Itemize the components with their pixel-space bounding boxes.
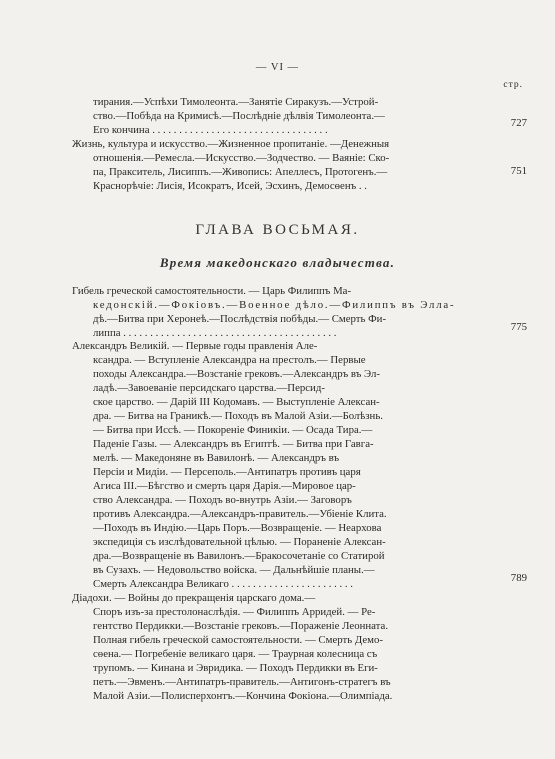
page-column-label: стр.: [503, 80, 523, 90]
toc-line: Гибель греческой самостоятельности. — Царь Филиппъ Ма-: [72, 285, 352, 297]
page-ref: 751: [510, 165, 527, 177]
toc-line: дѣ.—Битва при Херонеѣ.—Послѣдствія побѣды.— Смерть Фи-: [93, 313, 387, 325]
toc-line: Персіи и Мидіи. — Персеполь.—Антипатръ противъ царя: [93, 466, 361, 478]
toc-line: Агиса III.—Бѣгство и смерть царя Дарія.—Мировое цар-: [93, 480, 356, 492]
toc-line: гентство Пердикки.—Возстаніе грековъ.—Пораженіе Леонната.: [93, 620, 389, 632]
toc-line: Жизнь, культура и искусство.—Жизненное пропитаніе. —Денежныя: [72, 138, 390, 150]
toc-line: липпа . . . . . . . . . . . . . . . . . . . . . . . . . . . . . . . . . . . . . . . .: [93, 327, 337, 339]
toc-line: мелѣ. — Македоняне въ Вавилонѣ. — Александръ въ: [93, 452, 340, 464]
toc-line: дра. — Битва на Граникѣ.— Походъ въ Малой Азіи.—Болѣзнь.: [93, 410, 383, 422]
toc-line: — Битва при Иссѣ. — Покореніе Финикіи. — Осада Тира.—: [93, 424, 373, 436]
toc-line: противъ Александра.—Александръ-правитель.—Убіеніе Клита.: [93, 508, 387, 520]
toc-line: Споръ изъ-за престолонаслѣдія. — Филиппъ Арридей. — Ре-: [93, 606, 376, 618]
toc-line: па, Пракситель, Лисиппъ.—Живопись: Апеллесъ, Протогенъ.—: [93, 166, 388, 178]
chapter-subtitle: Время македонскаго владычества.: [159, 255, 396, 270]
chapter-title: ГЛАВА ВОСЬМАЯ.: [195, 222, 360, 238]
toc-line: ксандра. — Вступленіе Александра на престолъ.— Первые: [93, 354, 366, 366]
page-number: — VI —: [255, 62, 300, 73]
toc-line: тирания.—Успѣхи Тимолеонта.—Занятіе Сиракузъ.—Устрой-: [93, 96, 379, 108]
toc-line: —Походъ въ Индію.—Царь Поръ.—Возвращеніе. — Неархова: [93, 522, 382, 534]
toc-line: трупомъ. — Кинана и Эвридика. — Походъ Пердикки въ Еги-: [93, 662, 378, 674]
toc-line: Александръ Великій. — Первые годы правленія Але-: [72, 340, 318, 352]
toc-line: Краснорѣчіе: Лисія, Исократъ, Исей, Эсхинъ, Демосѳенъ . .: [93, 180, 367, 192]
page-ref: 789: [510, 572, 527, 584]
toc-line: ство.—Побѣда на Кримисѣ.—Послѣдніе дѣлвія Тимолеонта.—: [93, 110, 385, 122]
page-ref: 775: [510, 321, 527, 333]
toc-line: Смерть Александра Великаго . . . . . . . . . . . . . . . . . . . . . . .: [93, 578, 354, 590]
page-ref: 727: [510, 117, 527, 129]
toc-line: экспедиція съ изслѣдовательной цѣлью. — Пораненіе Алексан-: [93, 536, 386, 548]
toc-line: Діадохи. — Войны до прекращенія царскаго дома.—: [72, 592, 316, 604]
toc-line: походы Александра.—Возстаніе грековъ.—Александръ въ Эл-: [93, 368, 380, 380]
toc-line: ское царство. — Дарій III Кодомавъ. — Выступленіе Алексан-: [93, 396, 380, 408]
toc-line: Паденіе Газы. — Александръ въ Египтѣ. — Битва при Гавга-: [93, 438, 374, 450]
toc-line: ство Александра. — Походъ во-внутрь Азіи.— Заговоръ: [93, 494, 352, 506]
toc-line: Малой Азіи.—Полисперхонтъ.—Кончина Фокіона.—Олимпіада.: [93, 690, 393, 702]
toc-line: Полная гибель греческой самостоятельности. — Смерть Демо-: [93, 634, 383, 646]
toc-line: въ Сузахъ. — Недовольство войска. — Дальнѣйшіе планы.—: [93, 564, 375, 576]
toc-line: петъ.—Эвменъ.—Антипатръ-правитель.—Антигонъ-стратегъ въ: [93, 676, 391, 688]
toc-line: ладѣ.—Завоеваніе персидскаго царства.—Персид-: [93, 382, 325, 394]
toc-line: сѳена.— Погребеніе великаго царя. — Траурная колесница съ: [93, 648, 378, 660]
toc-line: Его кончина . . . . . . . . . . . . . . . . . . . . . . . . . . . . . . . . .: [93, 124, 328, 136]
toc-line: кедонскій.—Фокіовъ.—Военное дѣло.—Филиппъ въ Элла-: [93, 299, 456, 311]
toc-line: отношенія.—Ремесла.—Искусство.—Зодчество. — Ваяніе: Ско-: [93, 152, 390, 164]
toc-line: дра.—Возвращеніе въ Вавилонъ.—Бракосочетаніе со Статирой: [93, 550, 385, 562]
